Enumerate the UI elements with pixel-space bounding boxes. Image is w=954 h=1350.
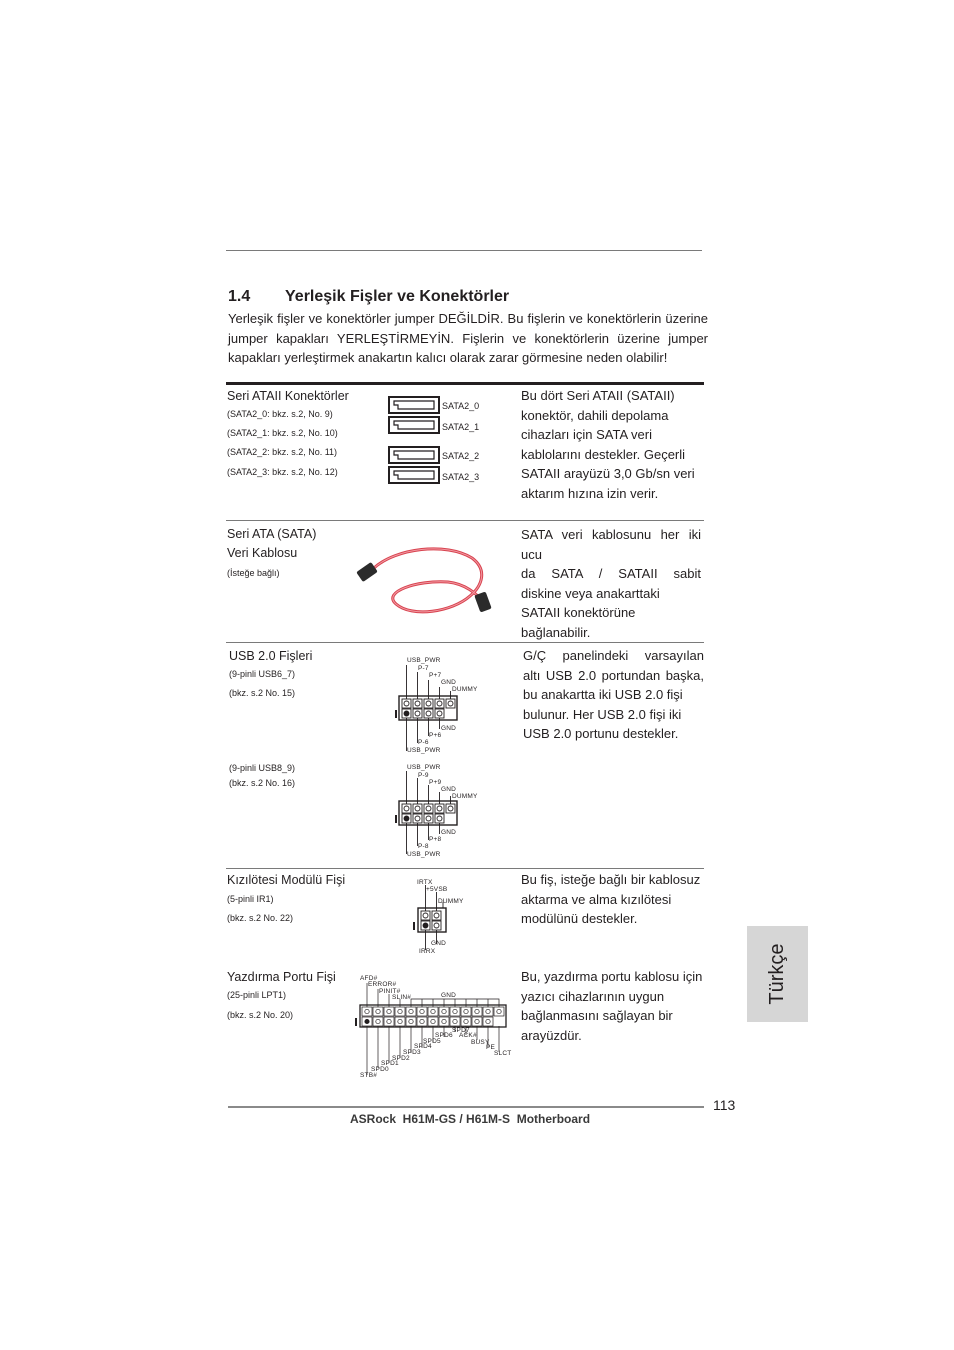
desc-line: modülünü destekler. xyxy=(521,911,638,926)
pin-label: SLIN# xyxy=(392,994,412,1001)
desc-line: aktarım hızına izin verir. xyxy=(521,485,659,501)
usb-label: USB 2.0 Fişleri xyxy=(229,649,313,663)
desc-line: SATAII konektörüne xyxy=(521,605,636,620)
lpt-label: Yazdırma Portu Fişi xyxy=(227,970,336,984)
pin-label: GND xyxy=(441,679,457,686)
section-thick-rule xyxy=(226,382,704,385)
desc-line: arayüzdür. xyxy=(521,1027,582,1043)
row-divider xyxy=(226,868,704,869)
sata-cable-note: (İsteğe bağlı) xyxy=(227,568,280,578)
pin-label: USB_PWR xyxy=(407,851,441,858)
pin-label: AFD# xyxy=(360,975,378,982)
usb-ref: (bkz. s.2 No. 16) xyxy=(229,778,296,788)
pin-label: SPD0 xyxy=(371,1066,389,1073)
usb-ref: (9-pinli USB8_9) xyxy=(229,763,296,773)
sata-port-label: SATA2_0 xyxy=(442,401,480,411)
pin-label: SPD6 xyxy=(435,1032,453,1039)
pin-label: SPD4 xyxy=(414,1043,432,1050)
cable-plug-left xyxy=(356,562,378,582)
sata-description xyxy=(521,386,707,503)
desc-line: SATAII arayüzü 3,0 Gb/sn veri xyxy=(521,466,695,481)
sata-cable-label: Seri ATA (SATA) xyxy=(227,527,317,541)
ir-ref: (5-pinli IR1) xyxy=(227,894,274,904)
page-number: 113 xyxy=(713,1097,736,1113)
pin-label: +5VSB xyxy=(426,886,448,893)
desc-line: Bu fiş, isteğe bağlı bir kablosuz xyxy=(521,872,701,887)
sata-label: Seri ATAII Konektörler xyxy=(227,389,349,403)
desc-line: altı USB 2.0 portundan başka, xyxy=(523,667,704,683)
sata-cable-image xyxy=(356,544,492,618)
pin-label: BUSY xyxy=(471,1039,490,1046)
pin-label: P+7 xyxy=(429,672,442,679)
pin-label: USB_PWR xyxy=(407,747,441,754)
pin-label: P+9 xyxy=(429,779,442,786)
pin-label: P-9 xyxy=(418,772,429,779)
lpt-ref: (25-pinli LPT1) xyxy=(227,990,287,1000)
desc-line: bulunur. Her USB 2.0 fişi iki xyxy=(523,706,682,722)
pin-label: SPD2 xyxy=(392,1055,410,1062)
sata-port-label: SATA2_1 xyxy=(442,422,480,432)
pin-label: GND xyxy=(441,992,457,999)
pin-label: IRRX xyxy=(419,948,436,955)
pin-label: SPD1 xyxy=(381,1060,399,1067)
intro-line: kapakları yerleştirmek anakartın kalıcı olarak zarar görmesine neden olabilir! xyxy=(228,350,668,365)
desc-line: yazıcı cihazlarının uygun xyxy=(521,988,665,1004)
lpt-ref: (bkz. s.2 No. 20) xyxy=(227,1010,294,1020)
sata-port-label: SATA2_3 xyxy=(442,472,480,482)
section-title: Yerleşik Fişler ve Konektörler xyxy=(285,288,510,305)
sata-port-3 xyxy=(389,467,439,483)
row-divider xyxy=(226,642,704,643)
sata-port-2 xyxy=(389,447,439,463)
sata-cable-label: Veri Kablosu xyxy=(227,546,298,560)
sata-ref: (SATA2_0: bkz. s.2, No. 9) xyxy=(227,409,333,419)
sata-port-0 xyxy=(389,397,439,413)
pin-label: DUMMY xyxy=(452,793,478,800)
pin-label: SPD5 xyxy=(423,1038,441,1045)
lpt-pin-grid xyxy=(362,1007,504,1026)
ir-label: Kızılötesi Modülü Fişi xyxy=(227,873,346,887)
top-rule xyxy=(226,250,702,251)
pin-label: P-8 xyxy=(418,843,429,850)
intro-line: Yerleşik fişler ve konektörler jumper DEĞİLDİR. Bu fişlerin ve konektörlerin üzerine xyxy=(228,311,708,326)
pin-label: GND xyxy=(441,725,457,732)
lpt-description xyxy=(521,967,707,1045)
section-number: 1.4 xyxy=(228,288,251,305)
sata-cable-description xyxy=(521,525,701,642)
pin-label: SPD7 xyxy=(452,1027,470,1034)
pin-label: ERROR# xyxy=(368,981,397,988)
ir-ref: (bkz. s.2 No. 22) xyxy=(227,913,294,923)
pin-label: STB# xyxy=(360,1072,378,1079)
desc-line: SATA veri kablosunu her iki ucu xyxy=(521,527,701,562)
pin-label: PINIT# xyxy=(379,988,401,995)
language-tab-label: Türkçe xyxy=(766,943,788,1005)
language-tab xyxy=(747,926,808,1022)
pin-label: GND xyxy=(441,829,457,836)
desc-line: cihazları için SATA veri xyxy=(521,427,653,442)
usb-header-1-diagram xyxy=(394,656,484,756)
desc-line: Bu, yazdırma portu kablosu için xyxy=(521,969,703,984)
desc-line: USB 2.0 portunu destekler. xyxy=(523,726,679,741)
row-divider xyxy=(226,520,704,521)
pin-label: GND xyxy=(441,786,457,793)
desc-line: aktarma ve alma kızılötesi xyxy=(521,891,672,907)
intro-line: jumper kapakları YERLEŞTİRMEYİN. Fişlerin ve konektörlerin üzerine jumper xyxy=(228,330,708,346)
pin-label: SPD3 xyxy=(403,1049,421,1056)
sata-connector-diagram xyxy=(388,396,440,488)
ir-description xyxy=(521,870,707,929)
usb-ref: (bkz. s.2 No. 15) xyxy=(229,688,296,698)
pin-label: DUMMY xyxy=(438,898,464,905)
pin-label: PE xyxy=(486,1044,496,1051)
desc-line: bu anakartta iki USB 2.0 fişi xyxy=(523,687,683,702)
desc-line: bağlanmasını sağlayan bir xyxy=(521,1008,673,1023)
sata-port-1 xyxy=(389,417,439,433)
sata-port-label: SATA2_2 xyxy=(442,451,480,461)
sata-ref: (SATA2_3: bkz. s.2, No. 12) xyxy=(227,467,338,477)
pin-label: SLCT xyxy=(494,1050,512,1057)
sata-ref: (SATA2_2: bkz. s.2, No. 11) xyxy=(227,447,338,457)
usb-ref: (9-pinli USB6_7) xyxy=(229,669,296,679)
pin-label: USB_PWR xyxy=(407,764,441,771)
usb-description xyxy=(523,646,704,744)
footer-rule xyxy=(228,1106,704,1108)
sata-ref: (SATA2_1: bkz. s.2, No. 10) xyxy=(227,428,338,438)
desc-line: diskine veya anakarttaki xyxy=(521,585,660,601)
pin-label: DUMMY xyxy=(452,686,478,693)
desc-line: konektör, dahili depolama xyxy=(521,407,669,423)
pin-label: P-7 xyxy=(418,665,429,672)
footer-product: ASRock H61M-GS / H61M-S Motherboard xyxy=(350,1112,591,1126)
pin-label: USB_PWR xyxy=(407,657,441,664)
desc-line: bağlanabilir. xyxy=(521,624,591,640)
pin-label: GND xyxy=(431,940,447,947)
pin-label: P+8 xyxy=(429,836,442,843)
pin-label: P+6 xyxy=(429,732,442,739)
desc-line: da SATA / SATAII sabit xyxy=(521,566,701,581)
desc-line: Bu dört Seri ATAII (SATAII) xyxy=(521,388,675,403)
cable-plug-right xyxy=(474,591,491,612)
desc-line: G/Ç panelindeki varsayılan xyxy=(523,648,704,663)
desc-line: kablolarını destekler. Geçerli xyxy=(521,446,686,462)
pin-label: ACK# xyxy=(459,1032,477,1039)
pin-label: IRTX xyxy=(417,879,433,886)
intro-paragraph xyxy=(228,309,708,368)
pin-label: P-6 xyxy=(418,739,429,746)
